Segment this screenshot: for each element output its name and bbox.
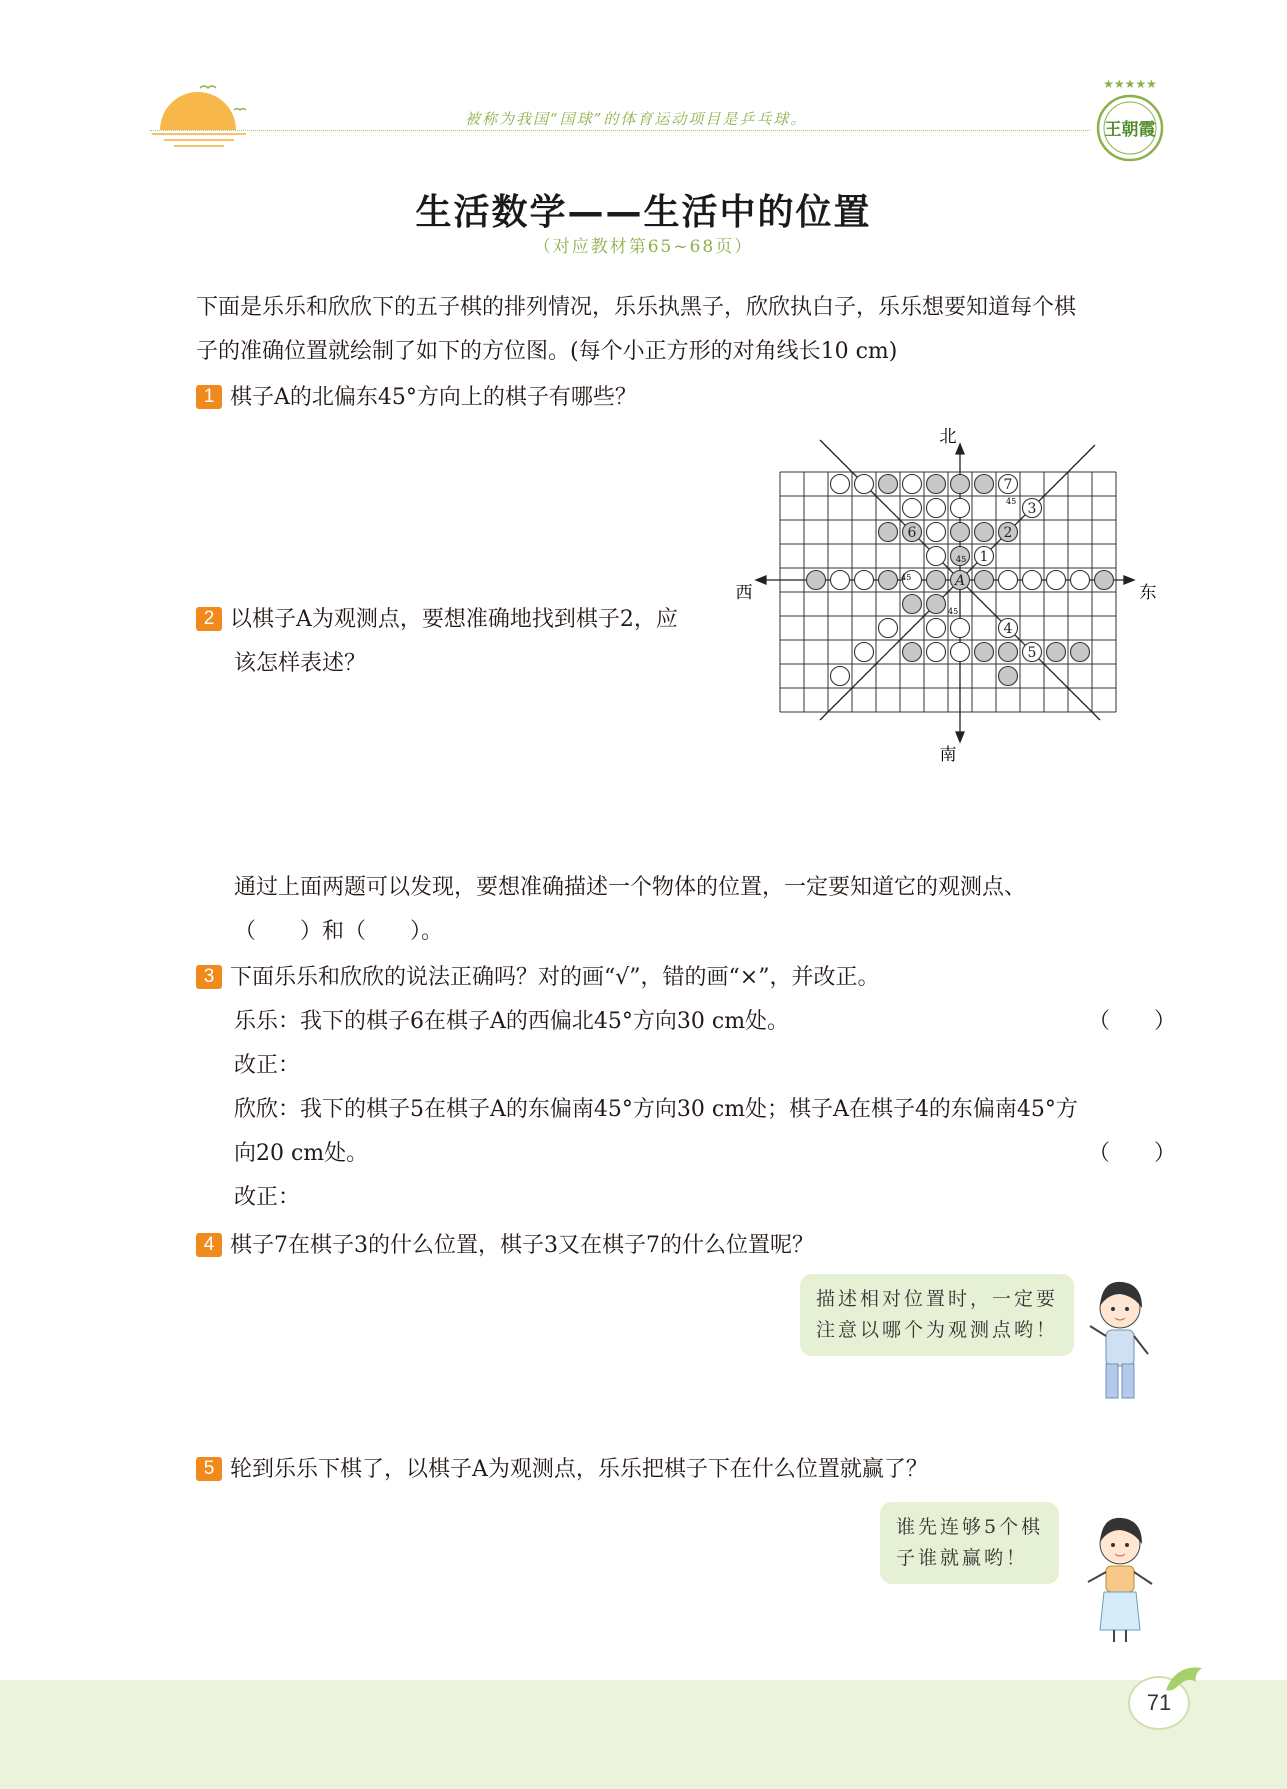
south-arrow-icon xyxy=(956,732,964,742)
stone-number-label: 2 xyxy=(1003,525,1013,541)
correction-label: 改正： xyxy=(234,1185,301,1210)
gomoku-direction-diagram xyxy=(730,420,1170,770)
question-number-badge: 2 xyxy=(196,607,222,631)
tip-1-line-1: 描述相对位置时，一定要 xyxy=(816,1288,1059,1310)
black-stone xyxy=(879,475,898,494)
white-stone xyxy=(1071,571,1090,590)
white-stone xyxy=(855,475,874,494)
white-stone xyxy=(927,643,946,662)
intro-line-1: 下面是乐乐和欣欣下的五子棋的排列情况，乐乐执黑子，欣欣执白子，乐乐想要知道每个棋 xyxy=(196,295,1077,320)
black-stone xyxy=(903,595,922,614)
white-stone xyxy=(999,571,1018,590)
north-arrow-icon xyxy=(956,444,964,454)
angle-label: 45 xyxy=(1006,497,1017,506)
angle-label: 45 xyxy=(901,573,912,582)
east-label: 东 xyxy=(1139,583,1157,603)
correction-label: 改正： xyxy=(234,1053,301,1078)
tip-2-line-2: 子谁就赢哟！ xyxy=(896,1547,1029,1569)
white-stone xyxy=(831,475,850,494)
white-stone xyxy=(855,571,874,590)
white-stone xyxy=(1047,571,1066,590)
black-stone xyxy=(951,523,970,542)
black-stone xyxy=(975,571,994,590)
white-stone xyxy=(903,499,922,518)
black-stone xyxy=(903,643,922,662)
question-3 xyxy=(196,956,1176,1220)
black-stone xyxy=(927,571,946,590)
white-stone xyxy=(855,643,874,662)
black-stone xyxy=(927,595,946,614)
question-1 xyxy=(196,376,637,420)
black-stone xyxy=(975,643,994,662)
tip-bubble-1 xyxy=(800,1274,1074,1356)
question-2-line-2: 该怎样表述？ xyxy=(234,651,367,676)
white-stone xyxy=(951,619,970,638)
west-label: 西 xyxy=(735,583,753,603)
xinxin-statement-line-2: 向20 cm处。 xyxy=(234,1141,369,1166)
black-stone xyxy=(879,571,898,590)
question-number-badge: 4 xyxy=(196,1233,222,1257)
logo-text: 王朝霞 xyxy=(1104,120,1156,140)
black-stone xyxy=(999,667,1018,686)
stone-a-label: A xyxy=(954,573,966,589)
black-stone xyxy=(1071,643,1090,662)
white-stone xyxy=(879,619,898,638)
girl-character-illustration xyxy=(1080,1512,1160,1647)
question-5-text: 轮到乐乐下棋了，以棋子A为观测点，乐乐把棋子下在什么位置就赢了？ xyxy=(230,1457,928,1482)
tip-2-line-1: 谁先连够5个棋 xyxy=(896,1516,1044,1538)
black-stone xyxy=(879,523,898,542)
tip-bubble-2 xyxy=(880,1502,1059,1584)
question-5 xyxy=(196,1448,928,1492)
question-3-text: 下面乐乐和欣欣的说法正确吗？对的画“√”，错的画“×”，并改正。 xyxy=(230,965,880,990)
white-stone xyxy=(927,547,946,566)
black-stone xyxy=(975,475,994,494)
page-number: 71 xyxy=(1128,1676,1190,1730)
summary-line-2: （ ）和（ ）。 xyxy=(234,919,444,944)
stone-number-label: 3 xyxy=(1027,501,1037,517)
question-2-line-1: 以棋子A为观测点，要想准确地找到棋子2，应 xyxy=(230,607,678,632)
white-stone xyxy=(951,499,970,518)
question-4-text: 棋子7在棋子3的什么位置，棋子3又在棋子7的什么位置呢？ xyxy=(230,1233,814,1258)
answer-bracket[interactable]: （ ） xyxy=(1087,1009,1176,1034)
black-stone xyxy=(951,475,970,494)
svg-text:★★★★★: ★★★★★ xyxy=(1103,78,1157,91)
angle-label: 45 xyxy=(948,607,959,616)
east-arrow-icon xyxy=(1124,576,1134,584)
white-stone xyxy=(951,643,970,662)
white-stone xyxy=(927,619,946,638)
white-stone xyxy=(903,475,922,494)
stone-number-label: 6 xyxy=(907,525,917,541)
question-number-badge: 5 xyxy=(196,1457,222,1481)
white-stone xyxy=(831,667,850,686)
white-stone xyxy=(927,523,946,542)
footer-band xyxy=(0,1680,1287,1789)
header-tagline: 被称为我国“国球”的体育运动项目是乒乓球。 xyxy=(465,110,808,128)
question-number-badge: 3 xyxy=(196,965,222,989)
summary-line-1: 通过上面两题可以发现，要想准确描述一个物体的位置，一定要知道它的观测点、 xyxy=(234,875,1027,900)
question-1-text: 棋子A的北偏东45°方向上的棋子有哪些？ xyxy=(230,385,637,410)
black-stone xyxy=(999,643,1018,662)
sun-decoration-icon xyxy=(150,78,250,153)
tip-1-line-2: 注意以哪个为观测点哟！ xyxy=(816,1319,1059,1341)
page-subtitle: （对应教材第65~68页） xyxy=(533,237,754,257)
stone-number-label: 7 xyxy=(1003,477,1013,493)
stone-number-label: 4 xyxy=(1003,621,1013,637)
brand-logo xyxy=(1090,78,1170,170)
black-stone xyxy=(927,475,946,494)
black-stone xyxy=(1095,571,1114,590)
north-label: 北 xyxy=(939,427,957,447)
question-4 xyxy=(196,1224,814,1268)
answer-bracket[interactable]: （ ） xyxy=(1087,1141,1176,1166)
lele-statement: 乐乐：我下的棋子6在棋子A的西偏北45°方向30 cm处。 xyxy=(234,1009,790,1034)
stone-number-label: 5 xyxy=(1027,645,1037,661)
summary-paragraph xyxy=(234,866,1174,954)
dolphin-decoration-icon xyxy=(1160,1660,1210,1710)
intro-line-2: 子的准确位置就绘制了如下的方位图。(每个小正方形的对角线长10 cm) xyxy=(196,339,898,364)
angle-label: 45 xyxy=(956,555,967,564)
west-arrow-icon xyxy=(756,576,766,584)
intro-paragraph xyxy=(196,286,1176,374)
header-dotted-line xyxy=(150,130,1090,131)
question-2 xyxy=(196,598,678,686)
south-label: 南 xyxy=(939,745,957,765)
question-number-badge: 1 xyxy=(196,385,222,409)
black-stone xyxy=(807,571,826,590)
black-stone xyxy=(975,523,994,542)
girl-character-illustration xyxy=(1080,1278,1160,1408)
xinxin-statement-line-1: 欣欣：我下的棋子5在棋子A的东偏南45°方向30 cm处；棋子A在棋子4的东偏南45°方 xyxy=(234,1097,1078,1122)
page-title: 生活数学——生活中的位置 xyxy=(415,192,872,233)
black-stone xyxy=(1047,643,1066,662)
stone-number-label: 1 xyxy=(979,549,989,565)
white-stone xyxy=(927,499,946,518)
white-stone xyxy=(1023,571,1042,590)
white-stone xyxy=(831,571,850,590)
